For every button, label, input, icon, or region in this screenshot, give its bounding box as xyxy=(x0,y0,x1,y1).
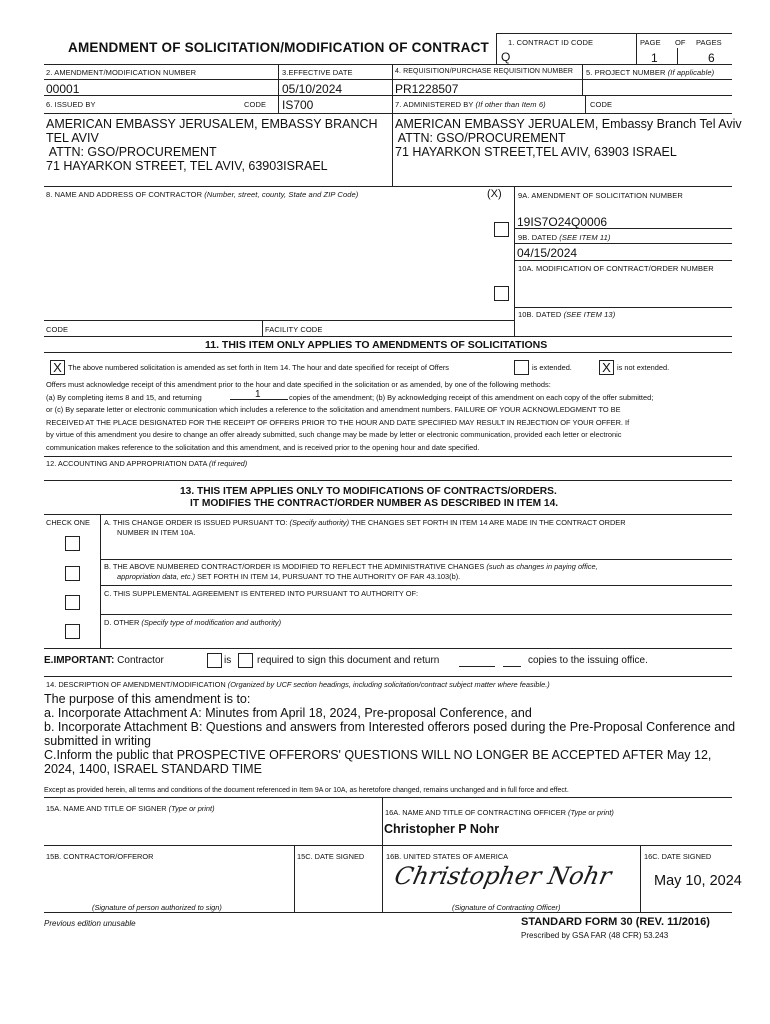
rule xyxy=(44,912,732,913)
rule xyxy=(582,64,583,95)
item13b-text: B. THE ABOVE NUMBERED CONTRACT/ORDER IS MODIFIED TO REFLECT THE ADMINISTRATIVE CHANGES xyxy=(104,562,485,571)
rule xyxy=(100,559,732,560)
rule xyxy=(44,113,732,114)
project-number-label-text: 5. PROJECT NUMBER xyxy=(586,68,666,77)
x-column-header: (X) xyxy=(487,188,502,200)
copies-blank[interactable] xyxy=(503,666,521,667)
important-line xyxy=(44,655,164,666)
issued-by-label: 6. ISSUED BY xyxy=(46,100,96,109)
rule xyxy=(496,33,732,34)
item13b-text-2: SET FORTH IN ITEM 14, PURSUANT TO THE AUTHORITY OF FAR 43.103(b). xyxy=(197,572,461,581)
item13c-checkbox[interactable] xyxy=(65,595,80,610)
rule xyxy=(262,320,263,336)
effective-date-label: 3.EFFECTIVE DATE xyxy=(282,68,353,77)
administered-by-label-suffix: (If other than Item 6) xyxy=(475,100,546,109)
item13a-text: A. THIS CHANGE ORDER IS ISSUED PURSUANT TO: xyxy=(104,518,288,527)
rule xyxy=(294,845,295,912)
important-text-3: copies to the issuing office. xyxy=(528,655,648,666)
rule xyxy=(100,585,732,586)
item14-line: 2024, 1400, ISRAEL STANDARD TIME xyxy=(44,762,262,776)
rule xyxy=(514,260,732,261)
except-clause: Except as provided herein, all terms and conditions of the document referenced in Item 9A or 10A, as heretofore changed, remains unchanged and in full force and effect. xyxy=(44,787,569,794)
rule xyxy=(44,514,732,515)
rule xyxy=(44,797,732,798)
important-text-2: required to sign this document and return xyxy=(257,655,440,666)
rule xyxy=(44,79,732,80)
issued-by-line: 71 HAYARKON STREET, TEL AVIV, 63903ISRAEL xyxy=(46,159,328,173)
is-extended-checkbox[interactable] xyxy=(514,360,529,375)
item11-line: copies of the amendment; (b) By acknowledging receipt of this amendment on each copy of the offer submitted; xyxy=(289,393,654,402)
administered-by-label xyxy=(395,100,546,109)
item14-line: a. Incorporate Attachment A: Minutes from April 18, 2024, Pre-proposal Conference, and xyxy=(44,706,532,720)
contractor-date-label: 15C. DATE SIGNED xyxy=(297,852,365,861)
item13b-note-2: appropriation data, etc.) xyxy=(117,572,196,581)
copies-blank[interactable] xyxy=(459,666,495,667)
item13d-text: D. OTHER xyxy=(104,618,140,627)
item13d-checkbox[interactable] xyxy=(65,624,80,639)
requisition-value: PR1228507 xyxy=(395,82,459,96)
item10a-label: 10A. MODIFICATION OF CONTRACT/ORDER NUMBER xyxy=(518,264,714,273)
page-label: PAGE xyxy=(640,38,661,47)
item11-line: Offers must acknowledge receipt of this amendment prior to the hour and date specified in the solicitation or as amended, by one of the following methods: xyxy=(46,380,551,389)
rule xyxy=(636,33,637,64)
officer-label-text: 16A. NAME AND TITLE OF CONTRACTING OFFICER xyxy=(385,808,566,817)
form-number: STANDARD FORM 30 (REV. 11/2016) xyxy=(521,916,710,928)
officer-label-suffix: (Type or print) xyxy=(568,808,614,817)
rule xyxy=(44,480,732,481)
pages-label: PAGES xyxy=(696,38,722,47)
copies-value: 1 xyxy=(255,389,261,400)
item11-line: RECEIVED AT THE PLACE DESIGNATED FOR THE RECEIPT OF OFFERS PRIOR TO THE HOUR AND DATE SPECIFIED MAY RESULT IN REJECTION OF YOUR OFFER. If xyxy=(46,418,630,427)
item9b-label-suffix: (SEE ITEM 11) xyxy=(559,233,611,242)
effective-date-value: 05/10/2024 xyxy=(282,82,343,96)
prescribed-by: Prescribed by GSA FAR (48 CFR) 53.243 xyxy=(521,931,669,940)
officer-label xyxy=(385,808,614,817)
page-value: 1 xyxy=(651,51,658,65)
rule xyxy=(585,95,586,113)
project-number-label xyxy=(586,68,714,77)
rule xyxy=(44,64,732,65)
item13a-authority: (Specify authority) xyxy=(289,518,350,527)
officer-date-label: 16C. DATE SIGNED xyxy=(644,852,712,861)
important-text: Contractor xyxy=(117,655,164,666)
item12-label-text: 12. ACCOUNTING AND APPROPRIATION DATA xyxy=(46,459,207,468)
rule xyxy=(44,676,732,677)
rule xyxy=(677,48,678,64)
rule xyxy=(382,797,383,912)
item10a-checkbox[interactable] xyxy=(494,286,509,301)
issued-by-line: TEL AVIV xyxy=(46,131,99,145)
item11-line: communication makes reference to the solicitation and this amendment, and is received prior to the opening hour and date specified. xyxy=(46,443,480,452)
rule xyxy=(640,845,641,912)
item12-label xyxy=(46,459,247,468)
contractor-code-label: CODE xyxy=(46,325,69,334)
of-label: OF xyxy=(675,38,686,47)
not-extended-label: is not extended. xyxy=(617,363,670,372)
item11-title: 11. THIS ITEM ONLY APPLIES TO AMENDMENTS OF SOLICITATIONS xyxy=(205,339,548,351)
item11-line: by virtue of this amendment you desire to change an offer already submitted, such change may be made by letter or electronic communication, provided each letter or electronic xyxy=(46,430,622,439)
contractor-offeror-label: 15B. CONTRACTOR/OFFEROR xyxy=(46,852,154,861)
item14-line: b. Incorporate Attachment B: Questions and answers from Interested offerors posed during the Pre-Proposal Conference and xyxy=(44,720,736,734)
item10b-label-text: 10B. DATED xyxy=(518,310,562,319)
item13a-line xyxy=(104,518,626,527)
rule xyxy=(100,514,101,648)
contract-id-label: 1. CONTRACT ID CODE xyxy=(508,38,594,47)
previous-edition-note: Previous edition unusable xyxy=(44,919,136,928)
item13d-line xyxy=(104,618,281,627)
item11-amended-checkbox[interactable]: X xyxy=(50,360,65,375)
is-checkbox[interactable] xyxy=(238,653,253,668)
requisition-label: 4. REQUISITION/PURCHASE REQUISITION NUMBER xyxy=(395,68,574,75)
item14-label-suffix: (Organized by UCF section headings, including solicitation/contract subject matter where feasible.) xyxy=(227,680,550,689)
rule xyxy=(278,64,279,113)
item9a-label: 9A. AMENDMENT OF SOLICITATION NUMBER xyxy=(518,191,683,200)
item13-title: 13. THIS ITEM APPLIES ONLY TO MODIFICATIONS OF CONTRACTS/ORDERS. xyxy=(180,486,557,497)
item10b-label xyxy=(518,310,615,319)
item13a-text-2: THE CHANGES SET FORTH IN ITEM 14 ARE MADE IN THE CONTRACT ORDER xyxy=(350,518,626,527)
administered-by-line: ATTN: GSO/PROCUREMENT xyxy=(395,131,566,145)
rule xyxy=(514,243,732,244)
facility-code-label: FACILITY CODE xyxy=(265,325,323,334)
item11-line: (a) By completing items 8 and 15, and returning xyxy=(46,393,202,402)
is-not-checkbox[interactable] xyxy=(207,653,222,668)
contractor-label xyxy=(46,190,358,199)
item9b-value: 04/15/2024 xyxy=(517,246,578,260)
important-label: E.IMPORTANT: xyxy=(44,655,115,666)
pages-value: 6 xyxy=(708,51,715,65)
item10b-label-suffix: (SEE ITEM 13) xyxy=(563,310,616,319)
rule xyxy=(44,648,732,649)
item11-line: or (c) By separate letter or electronic communication which includes a reference to the solicitation and amendment numbers. FAILURE OF YOUR ACKNOWLEDGMENT TO BE xyxy=(46,405,621,414)
rule xyxy=(496,33,497,64)
item9a-value: 19IS7O24Q0006 xyxy=(517,215,608,229)
rule xyxy=(44,320,514,321)
amendment-number-value: 00001 xyxy=(46,82,80,96)
officer-signature: Christopher Nohr xyxy=(392,862,614,890)
project-number-label-suffix: (If applicable) xyxy=(667,68,715,77)
item14-label-text: 14. DESCRIPTION OF AMENDMENT/MODIFICATION xyxy=(46,680,226,689)
check-one-label: CHECK ONE xyxy=(46,518,90,527)
rule xyxy=(44,186,732,187)
item13a-line2: NUMBER IN ITEM 10A. xyxy=(117,528,196,537)
item11-line: The above numbered solicitation is amended as set forth in Item 14. The hour and date specified for receipt of Offers xyxy=(68,363,449,372)
rule xyxy=(44,352,732,353)
item13b-checkbox[interactable] xyxy=(65,566,80,581)
item13-subtitle: IT MODIFIES THE CONTRACT/ORDER NUMBER AS DESCRIBED IN ITEM 14. xyxy=(190,498,559,509)
item13b-line xyxy=(104,562,598,571)
item14-line: C.Inform the public that PROSPECTIVE OFFERORS' QUESTIONS WILL NO LONGER BE ACCEPTED AFTER May 12, xyxy=(44,748,712,762)
item9a-checkbox[interactable] xyxy=(494,222,509,237)
rule xyxy=(44,336,732,337)
rule xyxy=(392,64,393,186)
usa-label: 16B. UNITED STATES OF AMERICA xyxy=(386,852,509,861)
administered-by-label-text: 7. ADMINISTERED BY xyxy=(395,100,474,109)
not-extended-checkbox[interactable]: X xyxy=(599,360,614,375)
item14-label xyxy=(46,680,550,689)
item14-line: submitted in writing xyxy=(44,734,151,748)
officer-name: Christopher P Nohr xyxy=(384,822,500,836)
rule xyxy=(514,307,732,308)
item13a-checkbox[interactable] xyxy=(65,536,80,551)
item13c-line: C. THIS SUPPLEMENTAL AGREEMENT IS ENTERED INTO PURSUANT TO AUTHORITY OF: xyxy=(104,589,419,598)
signer-label-text: 15A. NAME AND TITLE OF SIGNER xyxy=(46,804,167,813)
signer-label-suffix: (Type or print) xyxy=(168,804,215,813)
contractor-label-suffix: (Number, street, county, State and ZIP Code) xyxy=(204,190,359,199)
issued-by-line: ATTN: GSO/PROCUREMENT xyxy=(46,145,217,159)
item13b-note: (such as changes in paying office, xyxy=(486,562,598,571)
amendment-number-label: 2. AMENDMENT/MODIFICATION NUMBER xyxy=(46,68,197,77)
contractor-label-text: 8. NAME AND ADDRESS OF CONTRACTOR xyxy=(46,190,203,199)
issued-by-code-value: IS700 xyxy=(282,98,314,112)
rule xyxy=(514,186,515,336)
is-label: is xyxy=(224,655,232,666)
item13b-line2 xyxy=(117,572,460,581)
contractor-signature-caption: (Signature of person authorized to sign) xyxy=(92,903,222,912)
item12-label-suffix: (If required) xyxy=(209,459,248,468)
rule xyxy=(100,614,732,615)
administered-by-line: AMERICAN EMBASSY JERUALEM, Embassy Branch Tel Aviv xyxy=(395,117,742,131)
item9b-label-text: 9B. DATED xyxy=(518,233,558,242)
contract-id-value: Q xyxy=(501,50,511,64)
rule xyxy=(44,95,732,96)
item9b-label xyxy=(518,233,610,242)
form-title: AMENDMENT OF SOLICITATION/MODIFICATION OF CONTRACT xyxy=(68,40,489,55)
officer-signature-caption: (Signature of Contracting Officer) xyxy=(452,903,561,912)
rule xyxy=(44,845,732,846)
item13d-note: (Specify type of modification and authority) xyxy=(141,618,282,627)
rule xyxy=(44,456,732,457)
issued-by-code-label: CODE xyxy=(244,100,267,109)
signer-label xyxy=(46,804,215,813)
issued-by-line: AMERICAN EMBASSY JERUSALEM, EMBASSY BRANCH xyxy=(46,117,378,131)
officer-date-value: May 10, 2024 xyxy=(654,873,742,889)
administered-by-line: 71 HAYARKON STREET,TEL AVIV, 63903 ISRAEL xyxy=(395,145,677,159)
is-extended-label: is extended. xyxy=(532,363,572,372)
item14-line: The purpose of this amendment is to: xyxy=(44,692,251,706)
administered-code-label: CODE xyxy=(590,100,613,109)
